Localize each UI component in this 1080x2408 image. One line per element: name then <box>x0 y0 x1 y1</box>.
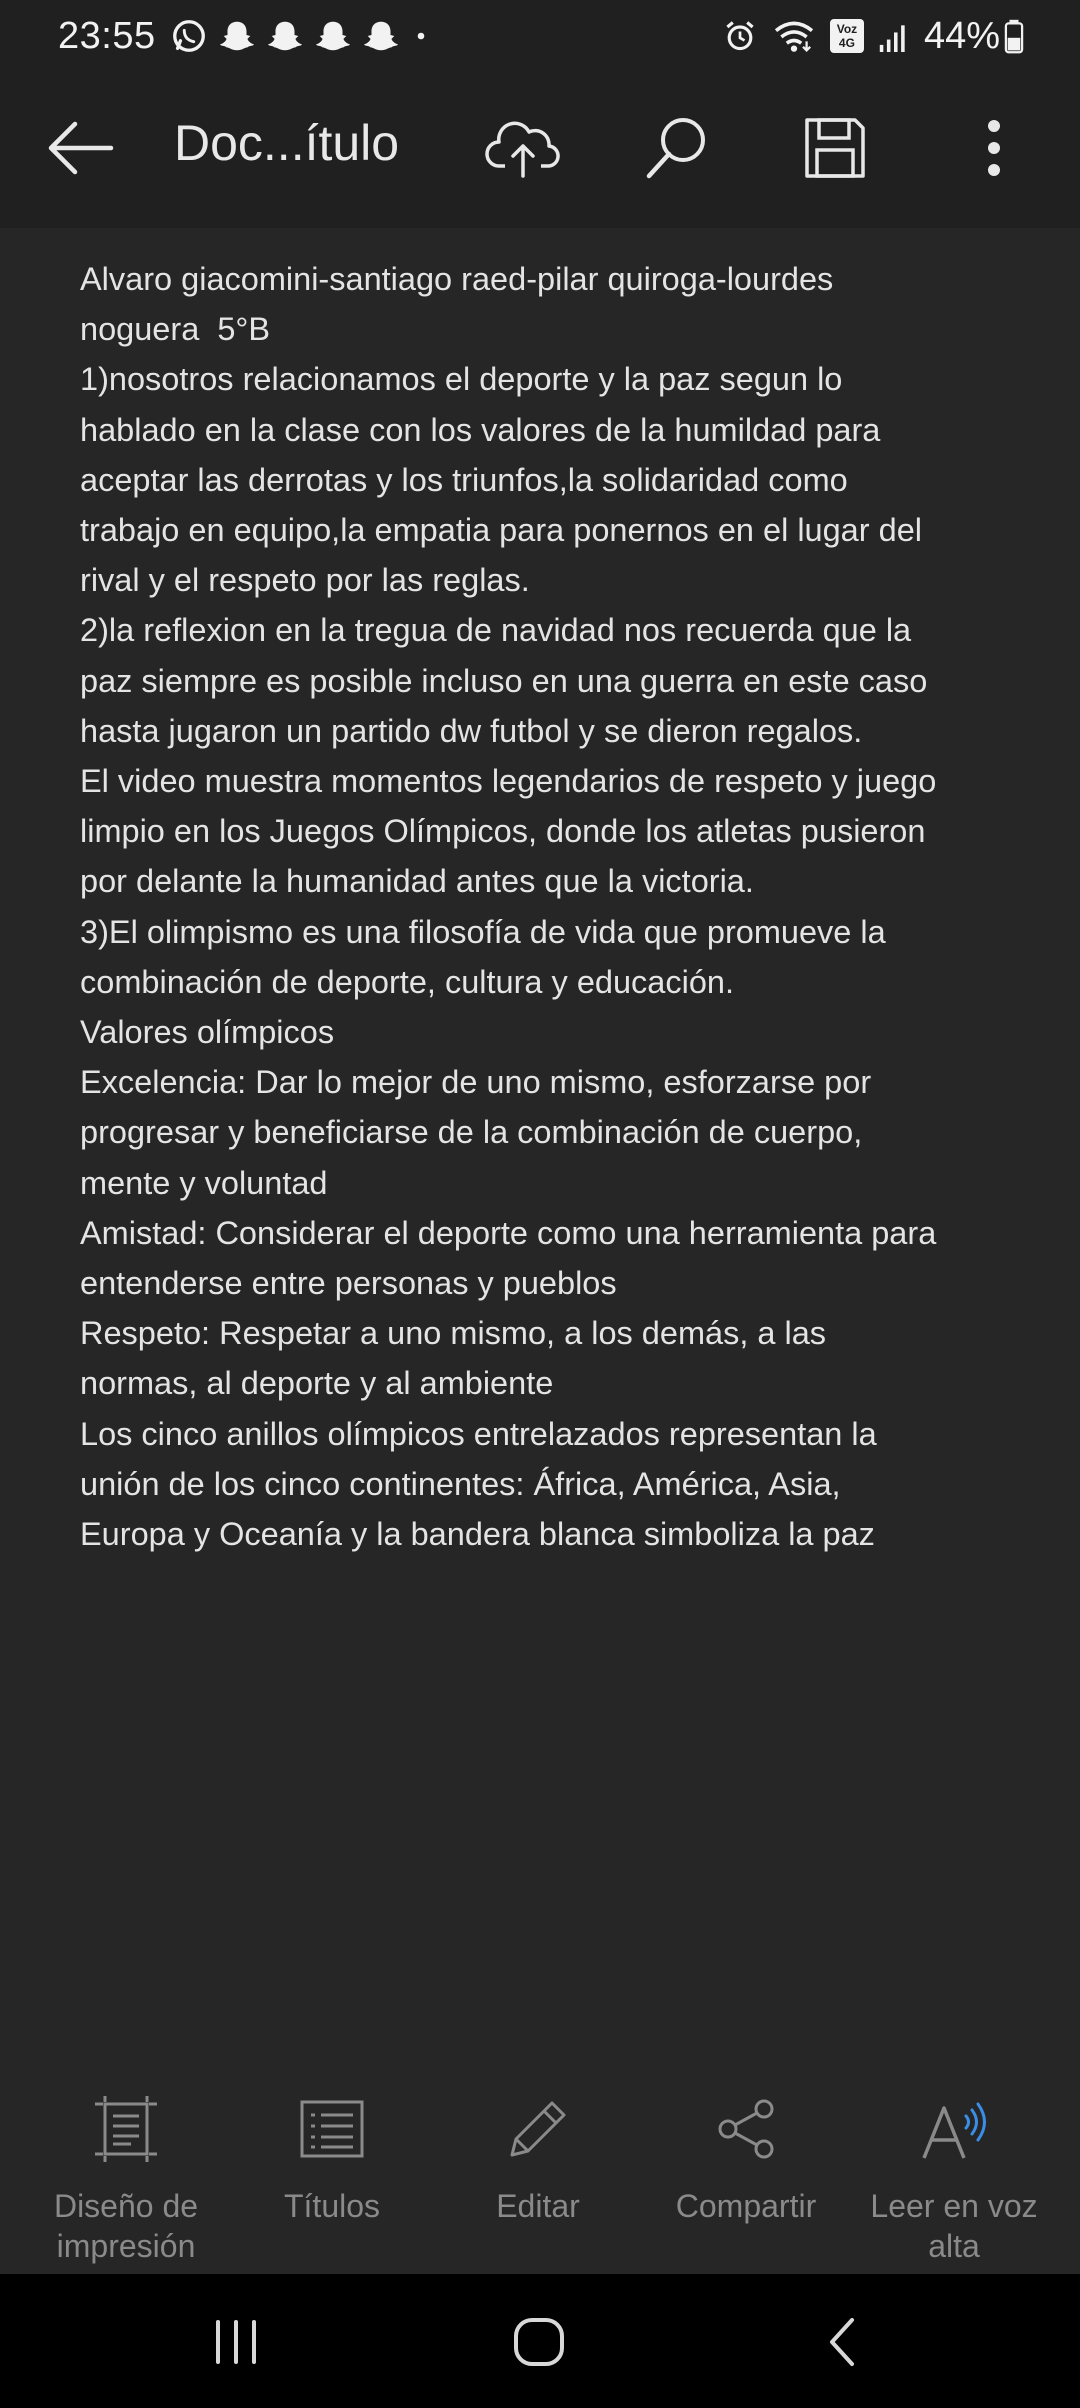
tool-label-line: alta <box>928 2228 980 2264</box>
doc-line: entenderse entre personas y pueblos <box>80 1265 617 1302</box>
read-aloud-label <box>844 2186 1064 2266</box>
back-icon <box>818 2314 866 2370</box>
print-layout-icon <box>91 2094 161 2164</box>
back-arrow-icon <box>45 118 115 178</box>
doc-line: hasta jugaron un partido dw futbol y se dieron regalos. <box>80 712 863 749</box>
doc-line: 2)la reflexion en la tregua de navidad nos recuerda que la <box>80 612 912 649</box>
tool-label-line: Leer en voz <box>870 2188 1038 2224</box>
save-button[interactable] <box>790 108 880 188</box>
snapchat-icon <box>362 17 400 55</box>
search-button[interactable] <box>632 108 722 188</box>
pencil-icon <box>504 2095 572 2163</box>
doc-line: normas, al deporte y al ambiente <box>80 1365 554 1402</box>
doc-line: Los cinco anillos olímpicos entrelazados representan la <box>80 1415 877 1452</box>
snapchat-icon <box>314 17 352 55</box>
document-title[interactable]: Doc...ítulo <box>174 115 400 171</box>
system-icons <box>722 15 1024 58</box>
tool-label-line: Diseño de <box>53 2188 199 2224</box>
doc-line: aceptar las derrotas y los triunfos,la solidaridad como <box>80 461 848 498</box>
cloud-upload-icon <box>485 116 561 180</box>
doc-line: por delante la humanidad antes que la victoria. <box>80 863 754 900</box>
doc-line: Excelencia: Dar lo mejor de uno mismo, esforzarse por <box>80 1064 872 1101</box>
tool-label-line: impresión <box>56 2228 196 2264</box>
share-icon <box>714 2097 778 2161</box>
doc-line: mente y voluntad <box>80 1164 328 1201</box>
battery-percent: 44% <box>923 14 1000 57</box>
share-label <box>636 2186 856 2226</box>
alarm-icon <box>722 18 758 54</box>
signal-icon <box>878 18 910 54</box>
doc-line: Amistad: Considerar el deporte como una herramienta para <box>80 1214 937 1251</box>
snapchat-icon <box>218 17 256 55</box>
doc-line: Respeto: Respetar a uno mismo, a los demás, a las <box>80 1315 827 1352</box>
doc-line: Europa y Oceanía y la bandera blanca simboliza la paz <box>80 1516 875 1553</box>
whatsapp-icon <box>170 17 208 55</box>
wifi-icon <box>772 18 816 54</box>
read-aloud-button[interactable] <box>854 2046 1054 2266</box>
more-options-button[interactable] <box>964 108 1024 188</box>
doc-line: progresar y beneficiarse de la combinación de cuerpo, <box>80 1114 863 1151</box>
snapchat-icon <box>266 17 304 55</box>
doc-line: paz siempre es posible incluso en una guerra en este caso <box>80 662 928 699</box>
doc-line: 1)nosotros relacionamos el deporte y la paz segun lo <box>80 361 843 398</box>
print-layout-button[interactable] <box>26 2046 226 2266</box>
read-aloud-icon <box>916 2094 992 2164</box>
print-layout-label <box>16 2186 236 2266</box>
save-icon <box>801 114 869 182</box>
doc-line: Alvaro giacomini-santiago raed-pilar quiroga-lourdes <box>80 261 834 297</box>
headings-label <box>222 2186 442 2226</box>
bottom-toolbar <box>0 2046 1080 2274</box>
battery-icon <box>1004 18 1024 54</box>
tool-label-line: Compartir <box>675 2188 817 2224</box>
more-vert-icon <box>984 116 1004 180</box>
system-back-button[interactable] <box>818 2314 866 2375</box>
doc-line: limpio en los Juegos Olímpicos, donde los atletas pusieron <box>80 813 926 850</box>
recents-icon <box>206 2314 266 2370</box>
recents-button[interactable] <box>206 2314 266 2375</box>
edit-label <box>428 2186 648 2226</box>
doc-line: 3)El olimpismo es una filosofía de vida que promueve la <box>80 913 886 950</box>
headings-button[interactable] <box>232 2046 432 2226</box>
search-icon <box>641 112 713 184</box>
doc-line: rival y el respeto por las reglas. <box>80 562 530 599</box>
notification-icons <box>170 17 432 55</box>
doc-line: unión de los cinco continentes: África, América, Asia, <box>80 1465 841 1502</box>
status-bar <box>0 0 1080 72</box>
doc-line: combinación de deporte, cultura y educación. <box>80 963 735 1000</box>
home-button[interactable] <box>508 2314 572 2375</box>
doc-line: trabajo en equipo,la empatia para ponernos en el lugar del <box>80 512 922 549</box>
app-bar <box>0 72 1080 228</box>
volte-4g-icon <box>830 19 864 53</box>
doc-line: hablado en la clase con los valores de la humildad para <box>80 411 881 448</box>
document-body[interactable] <box>80 254 1020 1559</box>
back-button[interactable] <box>40 108 120 188</box>
doc-line: Valores olímpicos <box>80 1014 335 1051</box>
home-icon <box>508 2314 572 2370</box>
doc-line: noguera 5°B <box>80 311 271 348</box>
tool-label-line: Editar <box>496 2188 580 2224</box>
dot-icon <box>410 17 432 55</box>
tool-label-line: Títulos <box>283 2188 381 2224</box>
status-time: 23:55 <box>58 14 156 57</box>
share-button[interactable] <box>646 2046 846 2226</box>
volte-label: Voz 4G <box>836 22 858 50</box>
edit-button[interactable] <box>438 2046 638 2226</box>
headings-icon <box>299 2099 365 2159</box>
system-nav-bar <box>0 2274 1080 2408</box>
upload-to-cloud-button[interactable] <box>478 108 568 188</box>
doc-line: El video muestra momentos legendarios de respeto y juego <box>80 763 937 800</box>
